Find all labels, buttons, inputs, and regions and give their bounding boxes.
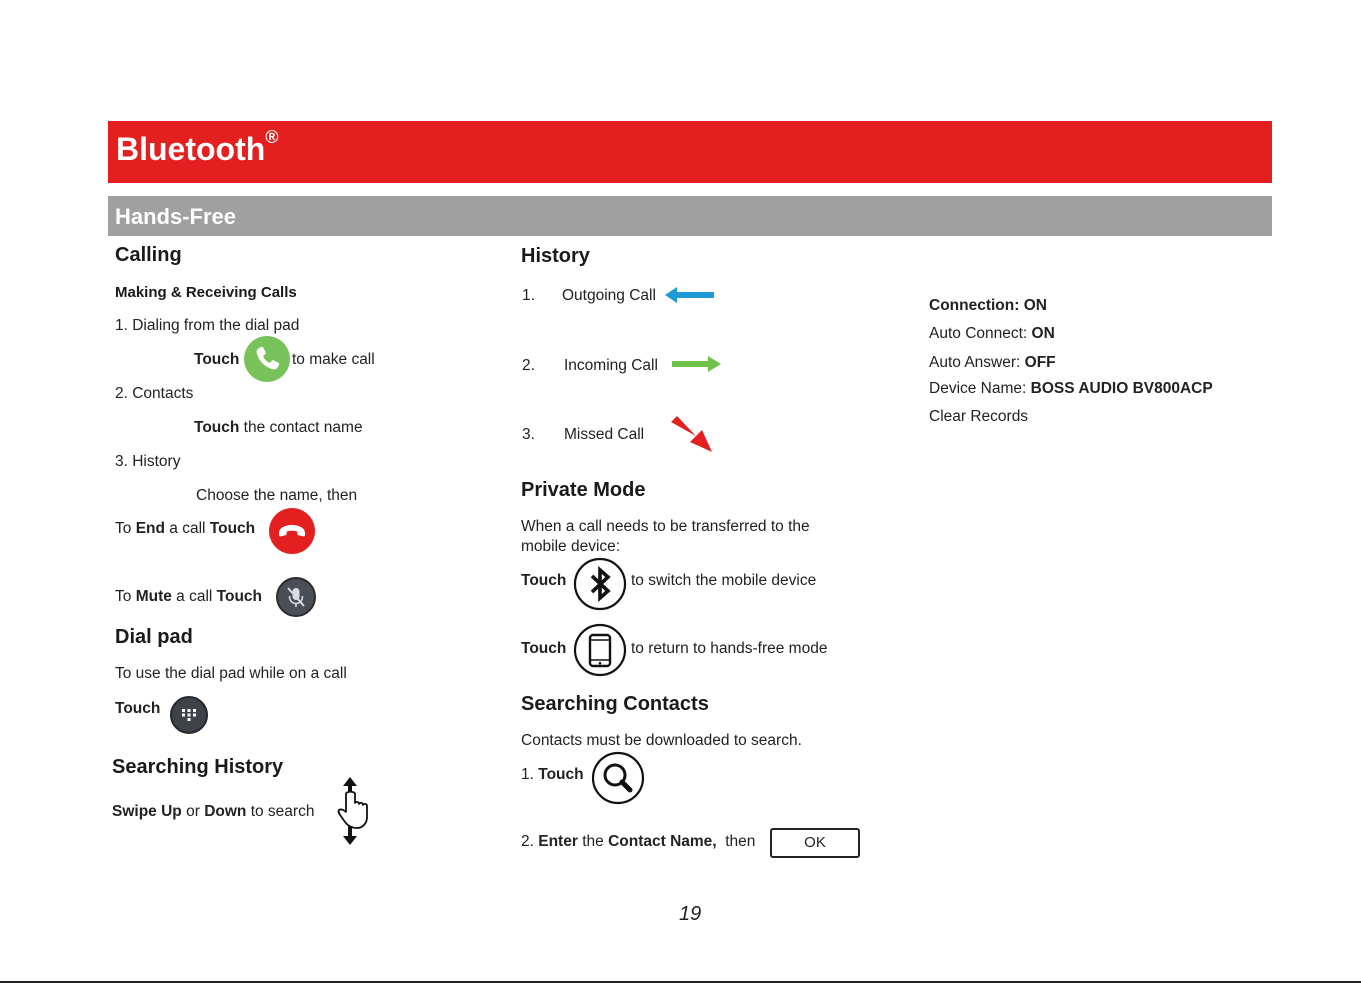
ok-button[interactable]: OK: [770, 828, 860, 858]
section-bar: [108, 196, 1272, 236]
searching-contacts-desc: Contacts must be downloaded to search.: [521, 732, 802, 749]
history-item-outgoing: Outgoing Call: [562, 287, 656, 304]
search-icon[interactable]: [591, 751, 645, 805]
search-step-1: 1. Touch: [521, 766, 584, 783]
history-item-missed: Missed Call: [564, 426, 645, 443]
swipe-hand-icon: [330, 776, 376, 846]
mute-call-line: To Mute a call Touch: [115, 588, 263, 605]
history-item-3-num: 3.: [522, 426, 535, 443]
history-item-incoming: Incoming Call: [564, 357, 658, 374]
dialpad-icon[interactable]: [170, 696, 208, 734]
swipe-instruction: Swipe Up or Down to search: [112, 803, 315, 820]
end-call-icon[interactable]: [269, 508, 315, 554]
dialpad-heading: Dial pad: [115, 626, 193, 648]
page-title: Bluetooth®: [116, 127, 279, 167]
missed-arrow-icon: [668, 414, 718, 456]
incoming-arrow-icon: [672, 355, 722, 373]
searching-history-heading: Searching History: [112, 756, 284, 778]
registered-mark: ®: [265, 127, 279, 147]
private-mode-desc-1: When a call needs to be transferred to the: [521, 518, 810, 535]
dialing-item: 1. Dialing from the dial pad: [115, 317, 300, 334]
section-title: Hands-Free: [115, 204, 237, 229]
outgoing-arrow-icon: [665, 286, 715, 304]
bluetooth-icon[interactable]: [573, 557, 627, 611]
search-step-2: 2. Enter the Contact Name, then: [521, 833, 756, 850]
auto-answer-setting: Auto Answer: OFF: [929, 354, 1056, 371]
private-touch-2: Touch: [521, 640, 567, 657]
private-touch-1: Touch: [521, 572, 567, 589]
touch-contact-line: Touch the contact name: [194, 419, 363, 436]
making-receiving-heading: Making & Receiving Calls: [115, 284, 297, 301]
title-bar: [108, 121, 1272, 183]
auto-connect-setting: Auto Connect: ON: [929, 325, 1055, 342]
history-item-1-num: 1.: [522, 287, 535, 304]
choose-name-text: Choose the name, then: [196, 487, 358, 504]
searching-contacts-heading: Searching Contacts: [521, 693, 709, 715]
history-item-2-num: 2.: [522, 357, 535, 374]
history-item: 3. History: [115, 453, 181, 470]
device-name-setting: Device Name: BOSS AUDIO BV800ACP: [929, 380, 1213, 397]
phone-call-icon[interactable]: [244, 336, 290, 382]
connection-setting: Connection: ON: [929, 297, 1047, 314]
touch-label: Touch: [194, 351, 240, 368]
end-call-line: To End a call Touch: [115, 520, 256, 537]
history-heading: History: [521, 245, 590, 267]
mute-mic-icon[interactable]: [276, 577, 316, 617]
calling-heading: Calling: [115, 244, 182, 266]
dialpad-desc: To use the dial pad while on a call: [115, 665, 347, 682]
return-handsfree-text: to return to hands-free mode: [631, 640, 828, 657]
dialpad-touch-label: Touch: [115, 700, 161, 717]
clear-records: Clear Records: [929, 408, 1029, 425]
private-mode-desc-2: mobile device:: [521, 538, 621, 555]
private-mode-heading: Private Mode: [521, 479, 646, 501]
mobile-phone-icon[interactable]: [573, 623, 627, 677]
switch-device-text: to switch the mobile device: [631, 572, 817, 589]
contacts-item: 2. Contacts: [115, 385, 194, 402]
page-number: 19: [679, 903, 702, 925]
make-call-text: to make call: [292, 351, 375, 368]
